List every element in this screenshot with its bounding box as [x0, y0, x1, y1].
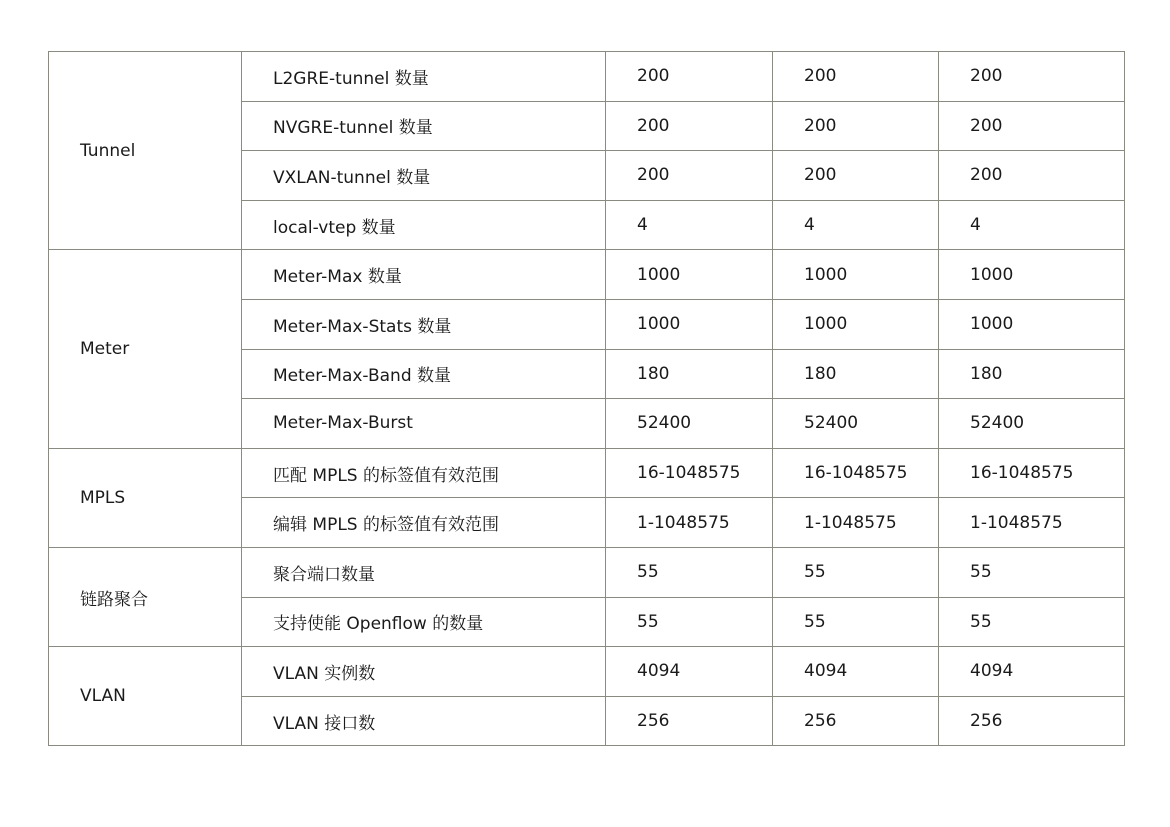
value-cell-2: 1000 — [773, 299, 939, 349]
value-cell-1: 200 — [606, 151, 773, 201]
category-cell: VLAN — [49, 647, 242, 746]
value-cell-1: 55 — [606, 547, 773, 597]
value-cell-3: 16-1048575 — [939, 448, 1125, 498]
value-cell-2: 200 — [773, 101, 939, 151]
value-cell-3: 4094 — [939, 647, 1125, 697]
value-cell-2: 256 — [773, 696, 939, 746]
item-name-cell: 编辑 MPLS 的标签值有效范围 — [242, 498, 606, 548]
value-cell-3: 200 — [939, 101, 1125, 151]
table-row — [49, 547, 1125, 597]
item-name-cell: VXLAN-tunnel 数量 — [242, 151, 606, 201]
value-cell-2: 200 — [773, 151, 939, 201]
spec-table-body — [49, 52, 1125, 746]
item-name-cell: 支持使能 Openflow 的数量 — [242, 597, 606, 647]
value-cell-1: 52400 — [606, 399, 773, 449]
value-cell-1: 4094 — [606, 647, 773, 697]
value-cell-1: 4 — [606, 200, 773, 250]
table-row — [49, 52, 1125, 102]
value-cell-3: 180 — [939, 349, 1125, 399]
item-name-cell: VLAN 实例数 — [242, 647, 606, 697]
value-cell-3: 1-1048575 — [939, 498, 1125, 548]
spec-table — [48, 51, 1125, 746]
value-cell-1: 1000 — [606, 299, 773, 349]
value-cell-2: 1-1048575 — [773, 498, 939, 548]
value-cell-3: 4 — [939, 200, 1125, 250]
item-name-cell: 聚合端口数量 — [242, 547, 606, 597]
value-cell-1: 200 — [606, 101, 773, 151]
value-cell-3: 55 — [939, 547, 1125, 597]
item-name-cell: Meter-Max-Band 数量 — [242, 349, 606, 399]
value-cell-3: 200 — [939, 52, 1125, 102]
value-cell-2: 55 — [773, 597, 939, 647]
value-cell-2: 4094 — [773, 647, 939, 697]
value-cell-1: 16-1048575 — [606, 448, 773, 498]
value-cell-3: 200 — [939, 151, 1125, 201]
category-cell: Meter — [49, 250, 242, 448]
table-row — [49, 448, 1125, 498]
value-cell-2: 52400 — [773, 399, 939, 449]
value-cell-3: 256 — [939, 696, 1125, 746]
item-name-cell: VLAN 接口数 — [242, 696, 606, 746]
value-cell-2: 55 — [773, 547, 939, 597]
category-cell: MPLS — [49, 448, 242, 547]
value-cell-1: 55 — [606, 597, 773, 647]
value-cell-2: 4 — [773, 200, 939, 250]
item-name-cell: L2GRE-tunnel 数量 — [242, 52, 606, 102]
table-row — [49, 250, 1125, 300]
value-cell-1: 200 — [606, 52, 773, 102]
table-row — [49, 647, 1125, 697]
item-name-cell: Meter-Max-Stats 数量 — [242, 299, 606, 349]
value-cell-3: 52400 — [939, 399, 1125, 449]
value-cell-3: 55 — [939, 597, 1125, 647]
category-cell: Tunnel — [49, 52, 242, 250]
item-name-cell: NVGRE-tunnel 数量 — [242, 101, 606, 151]
item-name-cell: local-vtep 数量 — [242, 200, 606, 250]
value-cell-1: 256 — [606, 696, 773, 746]
value-cell-2: 180 — [773, 349, 939, 399]
value-cell-1: 180 — [606, 349, 773, 399]
value-cell-3: 1000 — [939, 250, 1125, 300]
value-cell-1: 1-1048575 — [606, 498, 773, 548]
item-name-cell: Meter-Max-Burst — [242, 399, 606, 449]
value-cell-3: 1000 — [939, 299, 1125, 349]
item-name-cell: Meter-Max 数量 — [242, 250, 606, 300]
value-cell-1: 1000 — [606, 250, 773, 300]
value-cell-2: 1000 — [773, 250, 939, 300]
value-cell-2: 16-1048575 — [773, 448, 939, 498]
category-cell: 链路聚合 — [49, 547, 242, 646]
item-name-cell: 匹配 MPLS 的标签值有效范围 — [242, 448, 606, 498]
value-cell-2: 200 — [773, 52, 939, 102]
